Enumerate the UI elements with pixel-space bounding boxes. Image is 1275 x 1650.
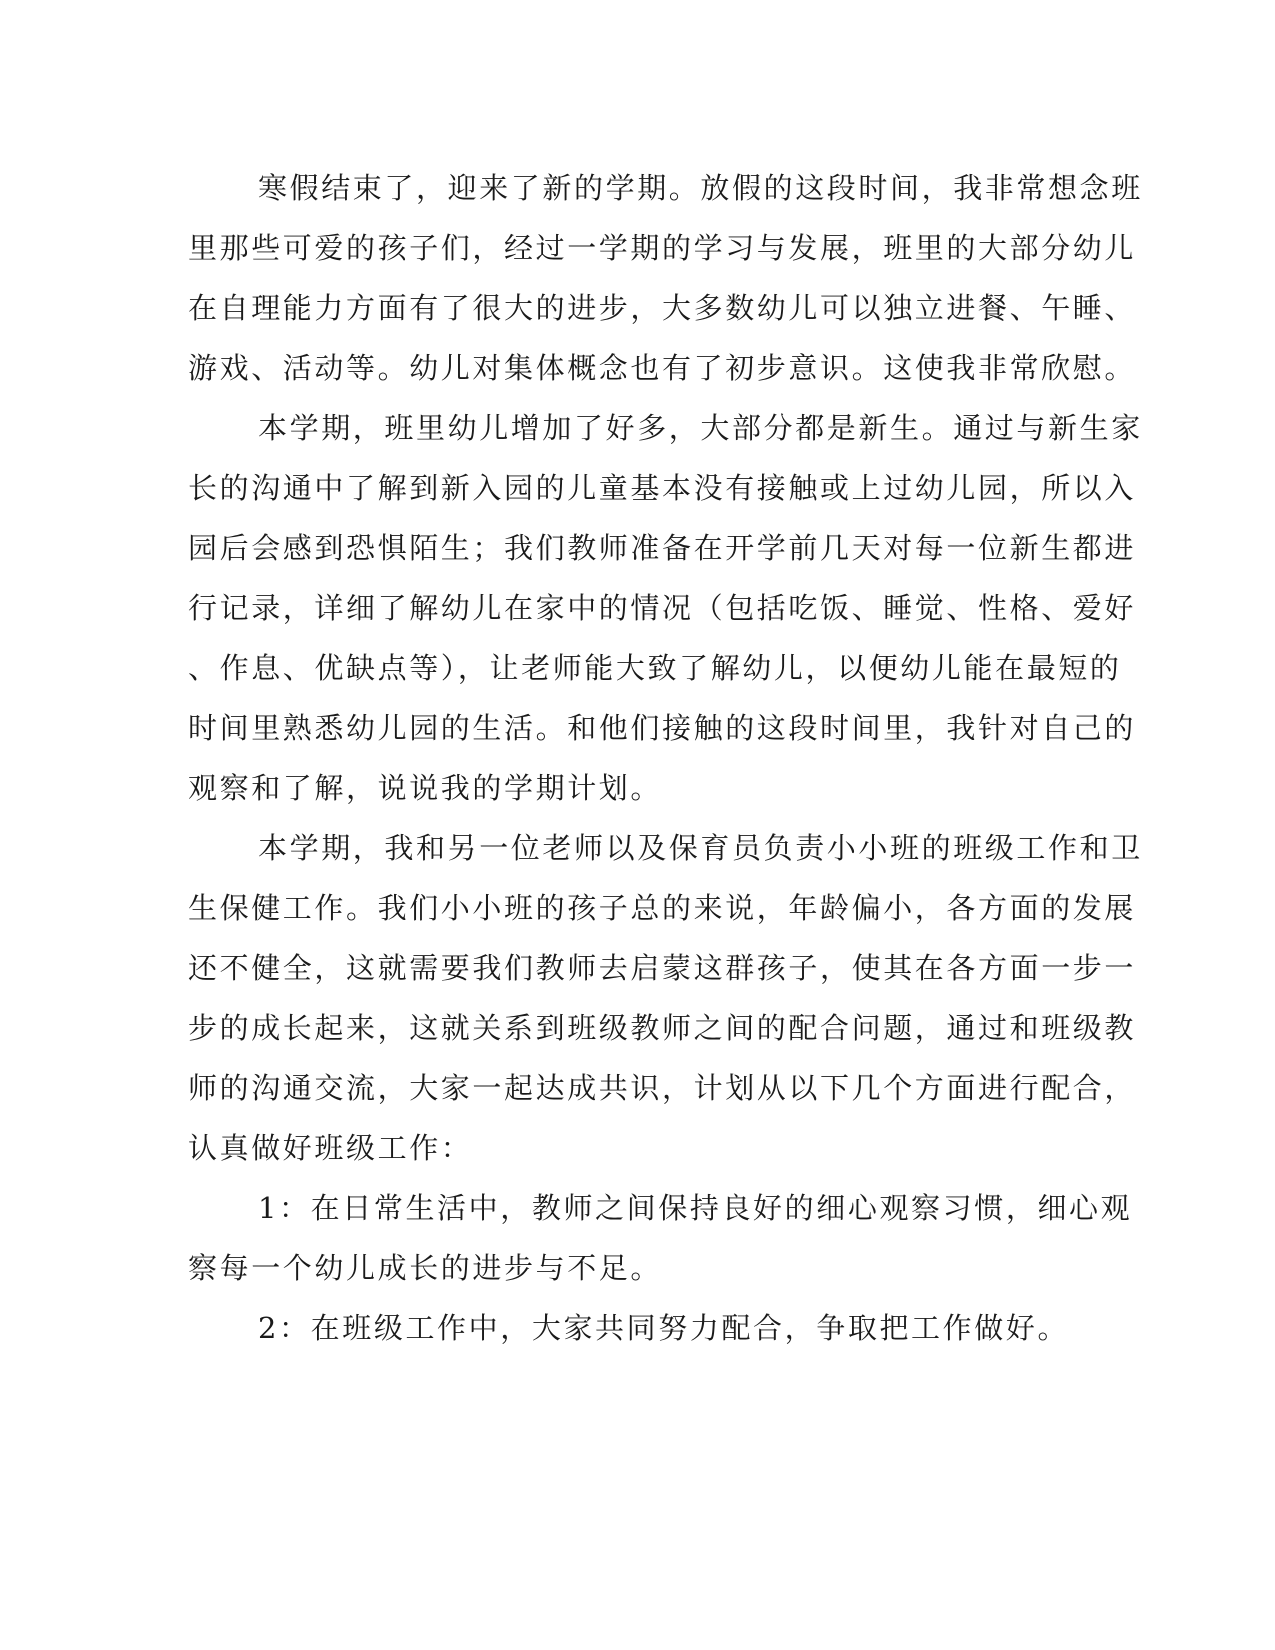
paragraph-3-line-6: 认真做好班级工作： — [188, 1131, 473, 1165]
paragraph-1-line-1: 寒假结束了，迎来了新的学期。放假的这段时间，我非常想念班 — [258, 171, 1143, 205]
paragraph-3-line-4: 步的成长起来，这就关系到班级教师之间的配合问题，通过和班级教 — [188, 1011, 1137, 1045]
paragraph-3-line-2: 生保健工作。我们小小班的孩子总的来说，年龄偏小，各方面的发展 — [188, 891, 1137, 925]
paragraph-2-line-3: 园后会感到恐惧陌生；我们教师准备在开学前几天对每一位新生都进 — [188, 531, 1137, 565]
paragraph-2-line-2: 长的沟通中了解到新入园的儿童基本没有接触或上过幼儿园，所以入 — [188, 471, 1137, 505]
paragraph-3-line-1: 本学期，我和另一位老师以及保育员负责小小班的班级工作和卫 — [258, 831, 1143, 865]
paragraph-1-line-2: 里那些可爱的孩子们，经过一学期的学习与发展，班里的大部分幼儿 — [188, 231, 1137, 265]
paragraph-2-line-6: 时间里熟悉幼儿园的生活。和他们接触的这段时间里，我针对自己的 — [188, 711, 1137, 745]
paragraph-2-line-4: 行记录，详细了解幼儿在家中的情况（包括吃饭、睡觉、性格、爱好 — [188, 591, 1137, 625]
paragraph-3-line-3: 还不健全，这就需要我们教师去启蒙这群孩子，使其在各方面一步一 — [188, 951, 1137, 985]
paragraph-2-line-1: 本学期，班里幼儿增加了好多，大部分都是新生。通过与新生家 — [258, 411, 1143, 445]
paragraph-1-line-4: 游戏、活动等。幼儿对集体概念也有了初步意识。这使我非常欣慰。 — [188, 351, 1137, 385]
list-item-1-line-2: 察每一个幼儿成长的进步与不足。 — [188, 1251, 663, 1285]
paragraph-1-line-3: 在自理能力方面有了很大的进步，大多数幼儿可以独立进餐、午睡、 — [188, 291, 1137, 325]
list-item-2-line-1: 2：在班级工作中，大家共同努力配合，争取把工作做好。 — [258, 1311, 1070, 1345]
paragraph-2-line-5: 、作息、优缺点等），让老师能大致了解幼儿，以便幼儿能在最短的 — [188, 651, 1122, 685]
paragraph-2-line-7: 观察和了解，说说我的学期计划。 — [188, 771, 663, 805]
document-body — [188, 158, 1143, 1358]
list-item-1-line-1: 1：在日常生活中，教师之间保持良好的细心观察习惯，细心观 — [258, 1191, 1133, 1225]
paragraph-3-line-5: 师的沟通交流，大家一起达成共识，计划从以下几个方面进行配合， — [188, 1071, 1137, 1105]
